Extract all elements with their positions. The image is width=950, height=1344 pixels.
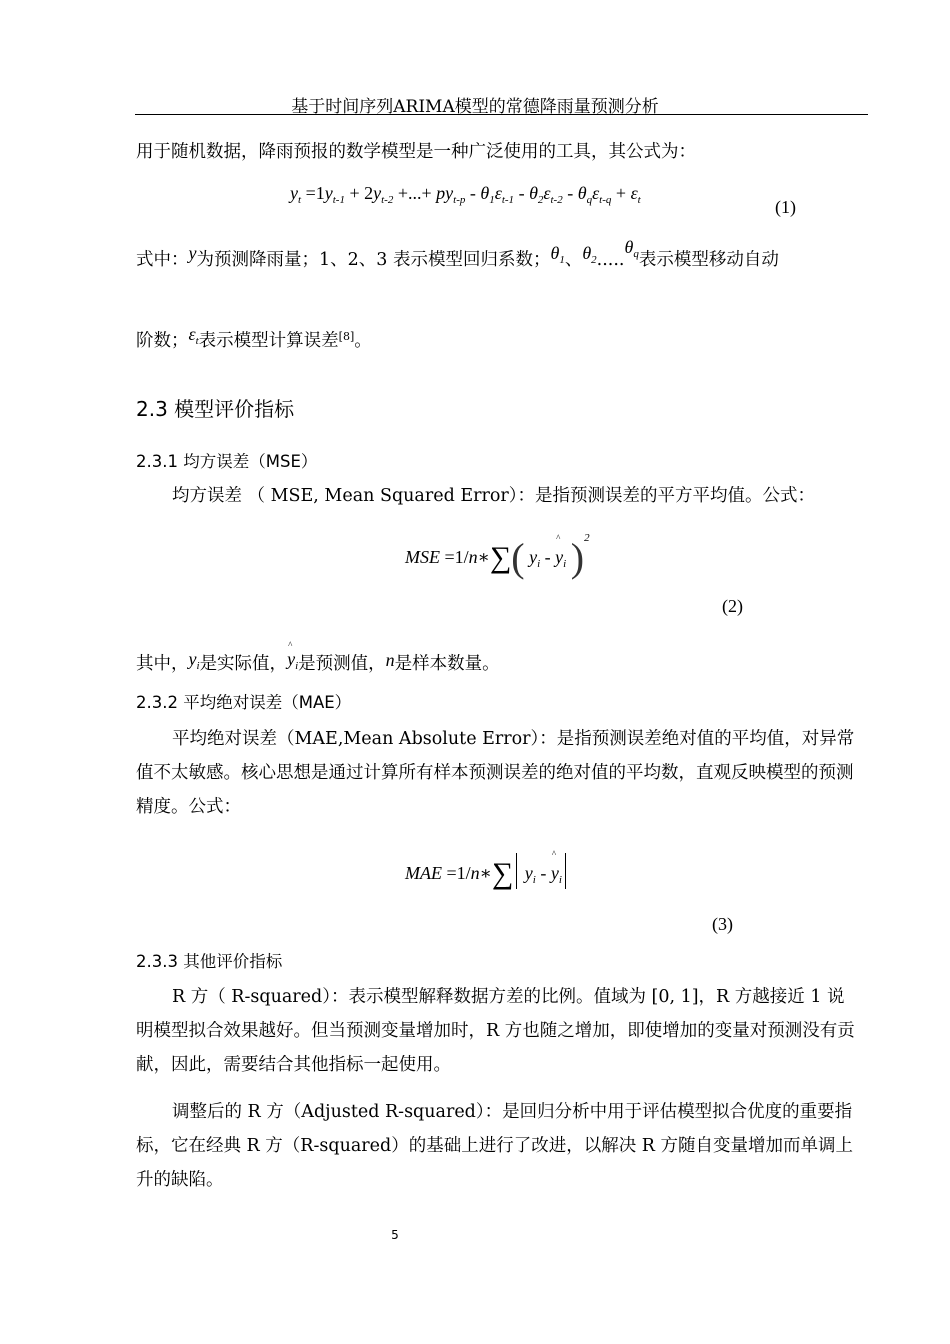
header-rule xyxy=(135,114,868,115)
formula-mse: MSE =1/n∗∑( $y_i$ - ^ $y_i$ )$^2$ xyxy=(405,532,590,581)
equation-number-3: (3) xyxy=(712,914,733,934)
mae-paragraph: 平均绝对误差（MAE,Mean Absolute Error）：是指预测误差绝对值的平均值，对异常值不太敏感。核心思想是通过计算所有样本预测误差的绝对值的平均数，直观反映模型的预测精度。公式： xyxy=(136,729,855,817)
mse-explanation: 其中，$y_i$是实际值，^ $y_i$是预测值，n是样本数量。 xyxy=(136,646,860,687)
formula1-explanation-line1: 式中：y为预测降雨量；1、2、3 表示模型回归系数；$\theta_1$、$\theta_2.....\theta_q$表示模型移动自动 xyxy=(136,237,779,270)
adjusted-r-squared-paragraph: 调整后的 R 方（Adjusted R-squared）：是回归分析中用于评估模型拟合优度的重要指标，它在经典 R 方（R-squared）的基础上进行了改进，以解决 R 方随自变量增加而单调上升的缺陷。 xyxy=(136,1102,854,1190)
section-heading-2-3-2: 2.3.2 平均绝对误差（MAE） xyxy=(136,693,352,712)
formula-mae: MAE =1/n∗∑ $y_i$ - ^ $y_i$ xyxy=(405,853,569,891)
equation-number-1: (1) xyxy=(775,197,796,217)
equation-number-2: (2) xyxy=(722,596,743,616)
mse-paragraph: 均方误差 （ MSE, Mean Squared Error）：是指预测误差的平方平均值。公式： xyxy=(172,486,816,506)
intro-paragraph: 用于随机数据，降雨预报的数学模型是一种广泛使用的工具，其公式为： xyxy=(136,142,696,162)
section-heading-2-3-1: 2.3.1 均方误差（MSE） xyxy=(136,452,318,471)
running-header-title: 基于时间序列ARIMA模型的常德降雨量预测分析 xyxy=(291,97,659,117)
section-heading-2-3-3: 2.3.3 其他评价指标 xyxy=(136,952,283,971)
r-squared-paragraph: R 方（ R-squared）：表示模型解释数据方差的比例。值域为 [0, 1]，R 方越接近 1 说明模型拟合效果越好。但当预测变量增加时，R 方也随之增加，即使增加的变量对预测没有贡献，因此，需要结合其他指标一起使用。 xyxy=(136,987,855,1075)
formula1-explanation-line2: 阶数；$\varepsilon_t$表示模型计算误差[8]。 xyxy=(136,324,372,351)
citation-ref: [8] xyxy=(338,330,355,343)
page-number: 5 xyxy=(391,1228,399,1242)
formula-arima: $y_t =1y_{t-1} + 2y_{t-2}$ +...+ $py_{t-p} - \theta_1\varepsilon_{t-1} - \theta_2\varepsilon_{t-2} - \theta_q\varepsilon_{t-q} + \varepsilon_t$ xyxy=(290,183,641,206)
section-heading-2-3: 2.3 模型评价指标 xyxy=(136,397,295,421)
